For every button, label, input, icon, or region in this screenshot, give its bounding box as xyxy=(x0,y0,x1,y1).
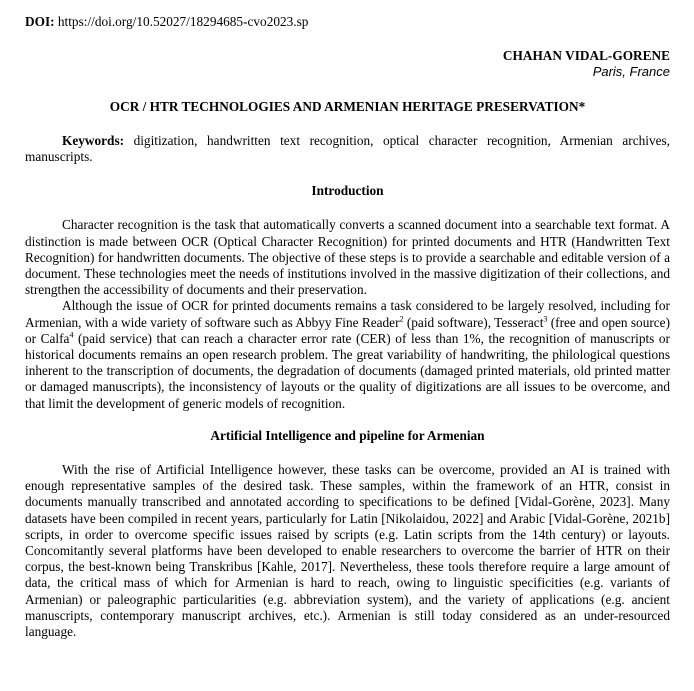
section-heading-introduction: Introduction xyxy=(311,183,384,199)
author-location: Paris, France xyxy=(592,64,670,80)
keywords-text: digitization, handwritten text recognition, optical character recognition, Armenian archives, manuscripts. xyxy=(25,132,670,165)
ai-paragraph-1: With the rise of Artificial Intelligence however, these tasks can be overcome, provided an AI is trained with enough representative samples of the desired task. These samples, within the framework of an HTR, consist in documents manually transcribed and annotated according to specifications to be defined [Vidal-Gorène, 2023]. Many datasets have been compiled in recent years, particularly for Latin [Nikolaidou, 2022] and Arabic [Vidal-Gorène, 2021b] scripts, in order to overcome specific issues raised by scripts (e.g. Latin scripts from the 14th century) or layouts. Concomitantly several platforms have been developed to enable researchers to overcome the barrier of HTR on their corpus, the best-known being Transkribus [Kahle, 2017]. Nevertheless, these tools therefore require a large amount of data, the critical mass of which for Armenian is hard to reach, owing to linguistic specificities (e.g. variants of Armenian) or paleographic particularities (e.g. abbreviation system), and the variety of applications (e.g. ancient manuscripts, contemporary manuscript archives, etc.). Armenian is still today considered as an under-resourced language. xyxy=(25,462,670,640)
footnote-ref-4[interactable]: 4 xyxy=(69,330,74,340)
intro-paragraph-2 xyxy=(25,298,670,411)
keywords xyxy=(25,133,670,165)
footnote-ref-2[interactable]: 2 xyxy=(399,314,404,324)
intro-p2-text-d: (paid service) that can reach a character error rate (CER) of less than 1%, the recognition of manuscripts or historical documents remains an open research problem. The great variability of handwriting, the philological questions inherent to the transcription of documents, the degradation of documents (damaged printed materials, old printed matter or damaged manuscripts), the inconsistency of layouts or the quality of digitizations are all issues to be overcome, and that limit the development of generic models of recognition. xyxy=(25,330,670,411)
author-block xyxy=(25,48,670,80)
section-heading-ai-pipeline: Artificial Intelligence and pipeline for Armenian xyxy=(210,427,485,443)
intro-p2-text-a: Although the issue of OCR for printed documents remains a task considered to be largely resolved, including for Armenian, with a wide variety of software such as Abbyy Fine Reader xyxy=(25,298,670,330)
doi-link[interactable]: https://doi.org/10.52027/18294685-cvo2023.sp xyxy=(54,14,309,29)
footnote-ref-3[interactable]: 3 xyxy=(543,314,548,324)
intro-p2-text-b: (paid software), Tesseract xyxy=(403,314,544,330)
keywords-label: Keywords: xyxy=(62,132,125,148)
intro-p2-text-c: (free and open source) or Calfa xyxy=(25,314,670,346)
paper-title: OCR / HTR TECHNOLOGIES AND ARMENIAN HERITAGE PRESERVATION* xyxy=(109,98,586,114)
author-name: CHAHAN VIDAL-GORENE xyxy=(502,48,670,64)
doi-line xyxy=(25,14,670,30)
intro-paragraph-1: Character recognition is the task that automatically converts a scanned document into a searchable text format. A distinction is made between OCR (Optical Character Recognition) for printed documents and HTR (Handwritten Text Recognition) for handwritten documents. The objective of these steps is to provide a searchable and editable version of a document. These technologies meet the needs of institutions involved in the massive digitization of their collections, and strengthen the accessibility of documents and their preservation. xyxy=(25,217,670,298)
doi-label: DOI: xyxy=(25,14,55,29)
